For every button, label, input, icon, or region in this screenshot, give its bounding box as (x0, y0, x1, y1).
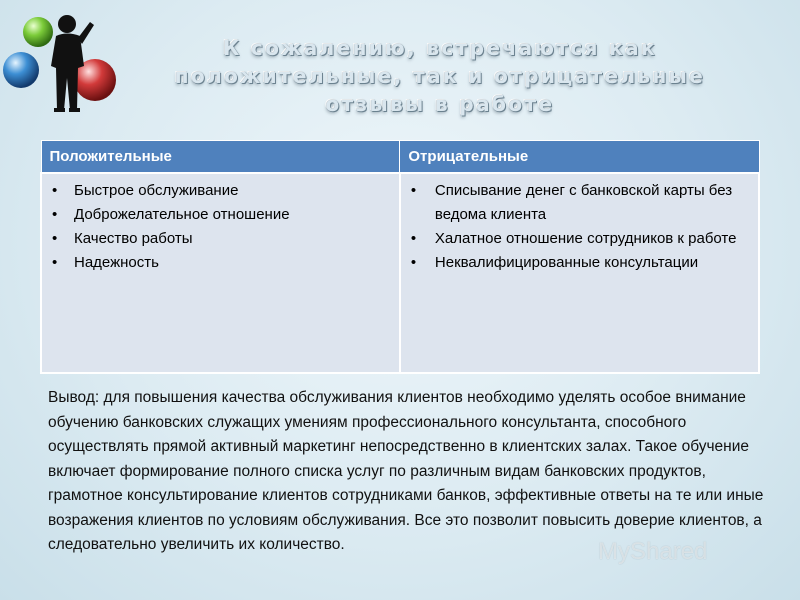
negative-list (409, 179, 750, 275)
list-item: • Доброжелательное отношение (50, 203, 391, 227)
column-header-negative: Отрицательные (400, 141, 759, 173)
slide-title: К сожалению, встречаются как положительные, так и отрицательные отзывы в работе (174, 36, 706, 116)
negative-cell (400, 173, 759, 373)
list-item: • Неквалифицированные консультации (409, 251, 750, 275)
list-item: • Надежность (50, 251, 391, 275)
table-row (41, 173, 759, 373)
businessman-globes-logo (0, 0, 130, 130)
comparison-table (40, 140, 760, 374)
list-item: • Халатное отношение сотрудников к работе (409, 227, 750, 251)
positive-cell (41, 173, 400, 373)
list-item: • Качество работы (50, 227, 391, 251)
blue-globe-icon (3, 52, 39, 88)
table-header-row (41, 141, 759, 173)
conclusion-text: Вывод: для повышения качества обслуживания клиентов необходимо уделять особое внимание обучению банковских служащих умениям профессионального консультанта, способного осуществлять прямой активный маркетинг непосредственно в клиентских залах. Такое обучение включает формирование полного списка услуг по различным видам банковских продуктов, грамотное консультирование клиентов сотрудниками банков, эффективные ответы на те или иные возражения клиентов по условиям обслуживания. Все это позволит повысить доверие клиентов, а следовательно увеличить их количество. (48, 389, 764, 553)
column-header-positive: Положительные (41, 141, 400, 173)
list-item: • Списывание денег с банковской карты без ведома клиента (409, 179, 750, 227)
green-globe-icon (23, 17, 53, 47)
list-item: • Быстрое обслуживание (50, 179, 391, 203)
watermark: MyShared (598, 538, 708, 565)
positive-list (50, 179, 391, 275)
